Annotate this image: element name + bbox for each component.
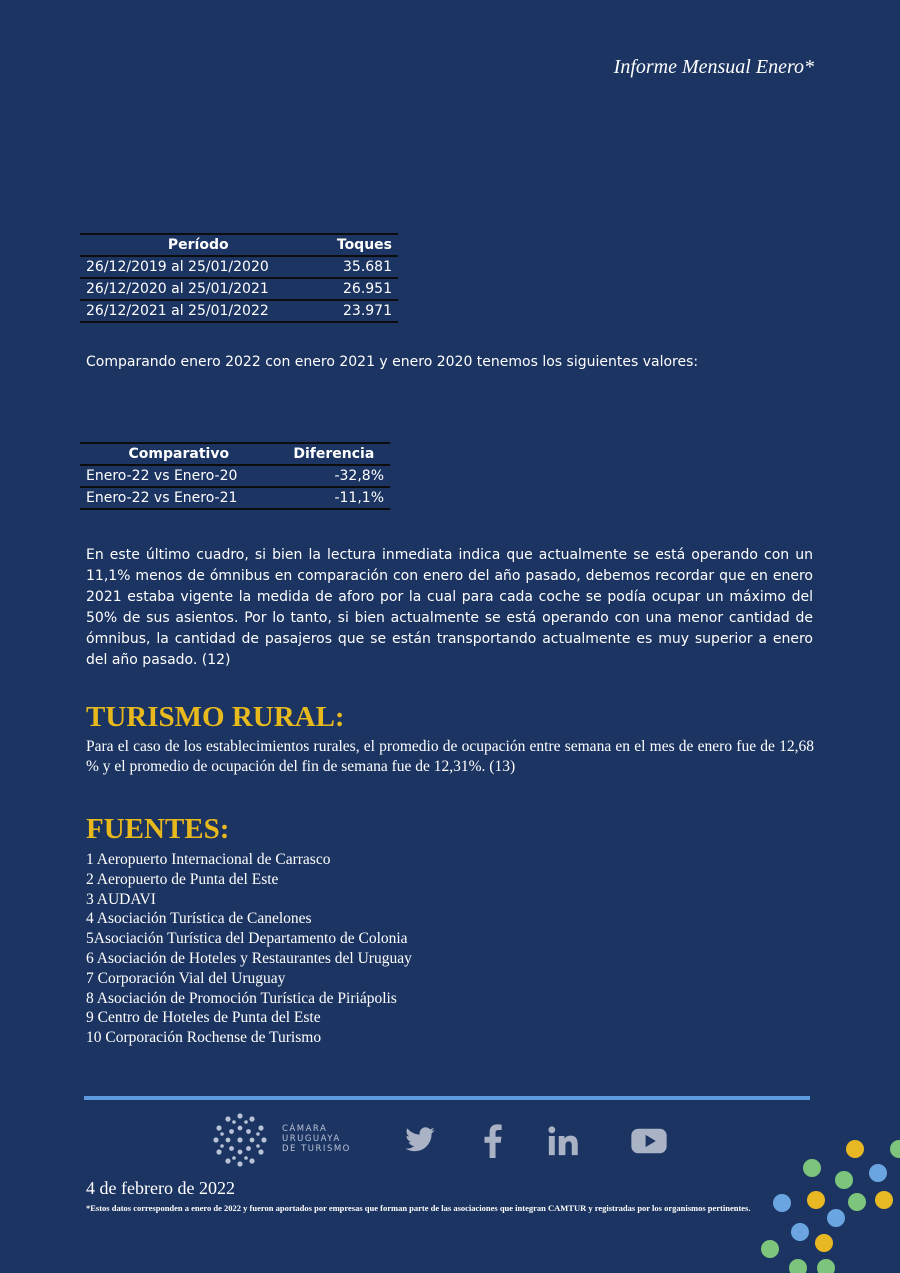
- list-item: 10 Corporación Rochense de Turismo: [86, 1029, 322, 1047]
- column-header-comparison: Comparativo: [80, 443, 278, 465]
- comparison-cell: Enero-22 vs Enero-20: [80, 465, 278, 487]
- period-cell: 26/12/2019 al 25/01/2020: [80, 256, 316, 278]
- list-item: 1 Aeropuerto Internacional de Carrasco: [86, 851, 331, 868]
- twitter-icon[interactable]: [404, 1124, 436, 1161]
- footer-divider: [84, 1096, 810, 1100]
- list-item: 2 Aeropuerto de Punta del Este: [86, 870, 279, 888]
- analysis-paragraph: En este último cuadro, si bien la lectura inmediata indica que actualmente se está operando con un 11,1% menos de ómnibus en comparación con enero del año pasado, debemos recordar que en enero 2021 estaba vigente la medida de aforo por la cual para cada coche se podía ocupar un máximo del 50% de sus asientos. Por lo tanto, si bien actualmente se está operando con una menor cantidad de ómnibus, la cantidad de pasajeros que se están transportando actualmente es muy superior a enero del año pasado. (12): [86, 547, 813, 668]
- sources-heading: FUENTES:: [86, 813, 230, 845]
- list-item: 4 Asociación Turística de Canelones: [86, 910, 312, 928]
- list-item: 7 Corporación Vial del Uruguay: [86, 969, 286, 987]
- difference-table: [80, 442, 390, 510]
- footnote: *Estos datos corresponden a enero de 2022 y fueron aportados por empresas que forman parte de las asociaciones que integran CAMTUR y registradas por los organismos pertinentes.: [86, 1203, 751, 1213]
- list-item: 6 Asociación de Hoteles y Restaurantes del Uruguay: [86, 949, 412, 967]
- table-row: [80, 256, 398, 278]
- report-date: 4 de febrero de 2022: [86, 1178, 235, 1198]
- table-header-row: [80, 443, 390, 465]
- difference-cell: -32,8%: [278, 465, 390, 487]
- camtur-logo-mark-icon: [208, 1108, 272, 1172]
- column-header-period: Período: [80, 234, 316, 256]
- logo-line: DE TURISMO: [282, 1144, 351, 1154]
- period-cell: 26/12/2021 al 25/01/2022: [80, 300, 316, 322]
- table-row: [80, 487, 390, 509]
- logo-line: CÁMARA: [282, 1124, 328, 1134]
- report-title: Informe Mensual Enero*: [613, 56, 814, 78]
- list-item: 3 AUDAVI: [86, 890, 156, 908]
- rural-tourism-text: Para el caso de los establecimientos rurales, el promedio de ocupación entre semana en el mes de enero fue de 12,68 % y el promedio de ocupación del fin de semana fue de 12,31%. (13): [86, 738, 814, 775]
- column-header-touches: Toques: [316, 234, 398, 256]
- list-item: 9 Centro de Hoteles de Punta del Este: [86, 1009, 321, 1027]
- table-row: [80, 278, 398, 300]
- list-item: 8 Asociación de Promoción Turística de Piriápolis: [86, 989, 397, 1007]
- list-item: 5Asociación Turística del Departamento de Colonia: [86, 930, 408, 948]
- touches-cell: 23.971: [316, 300, 398, 322]
- comparison-intro: Comparando enero 2022 con enero 2021 y enero 2020 tenemos los siguientes valores:: [86, 354, 699, 370]
- decorative-dots-icon: [760, 1130, 900, 1273]
- touches-cell: 35.681: [316, 256, 398, 278]
- touches-table: [80, 233, 398, 323]
- touches-cell: 26.951: [316, 278, 398, 300]
- rural-tourism-heading: TURISMO RURAL:: [86, 701, 345, 733]
- sources-list: [86, 850, 412, 1048]
- comparison-cell: Enero-22 vs Enero-21: [80, 487, 278, 509]
- difference-cell: -11,1%: [278, 487, 390, 509]
- table-header-row: [80, 234, 398, 256]
- logo-text: [282, 1124, 351, 1154]
- youtube-icon[interactable]: [630, 1124, 668, 1163]
- logo-line: URUGUAYA: [282, 1134, 341, 1144]
- camtur-logo: [208, 1108, 368, 1172]
- facebook-icon[interactable]: [478, 1124, 506, 1163]
- column-header-difference: Diferencia: [278, 443, 390, 465]
- period-cell: 26/12/2020 al 25/01/2021: [80, 278, 316, 300]
- linkedin-icon[interactable]: [546, 1124, 580, 1163]
- table-row: [80, 300, 398, 322]
- table-row: [80, 465, 390, 487]
